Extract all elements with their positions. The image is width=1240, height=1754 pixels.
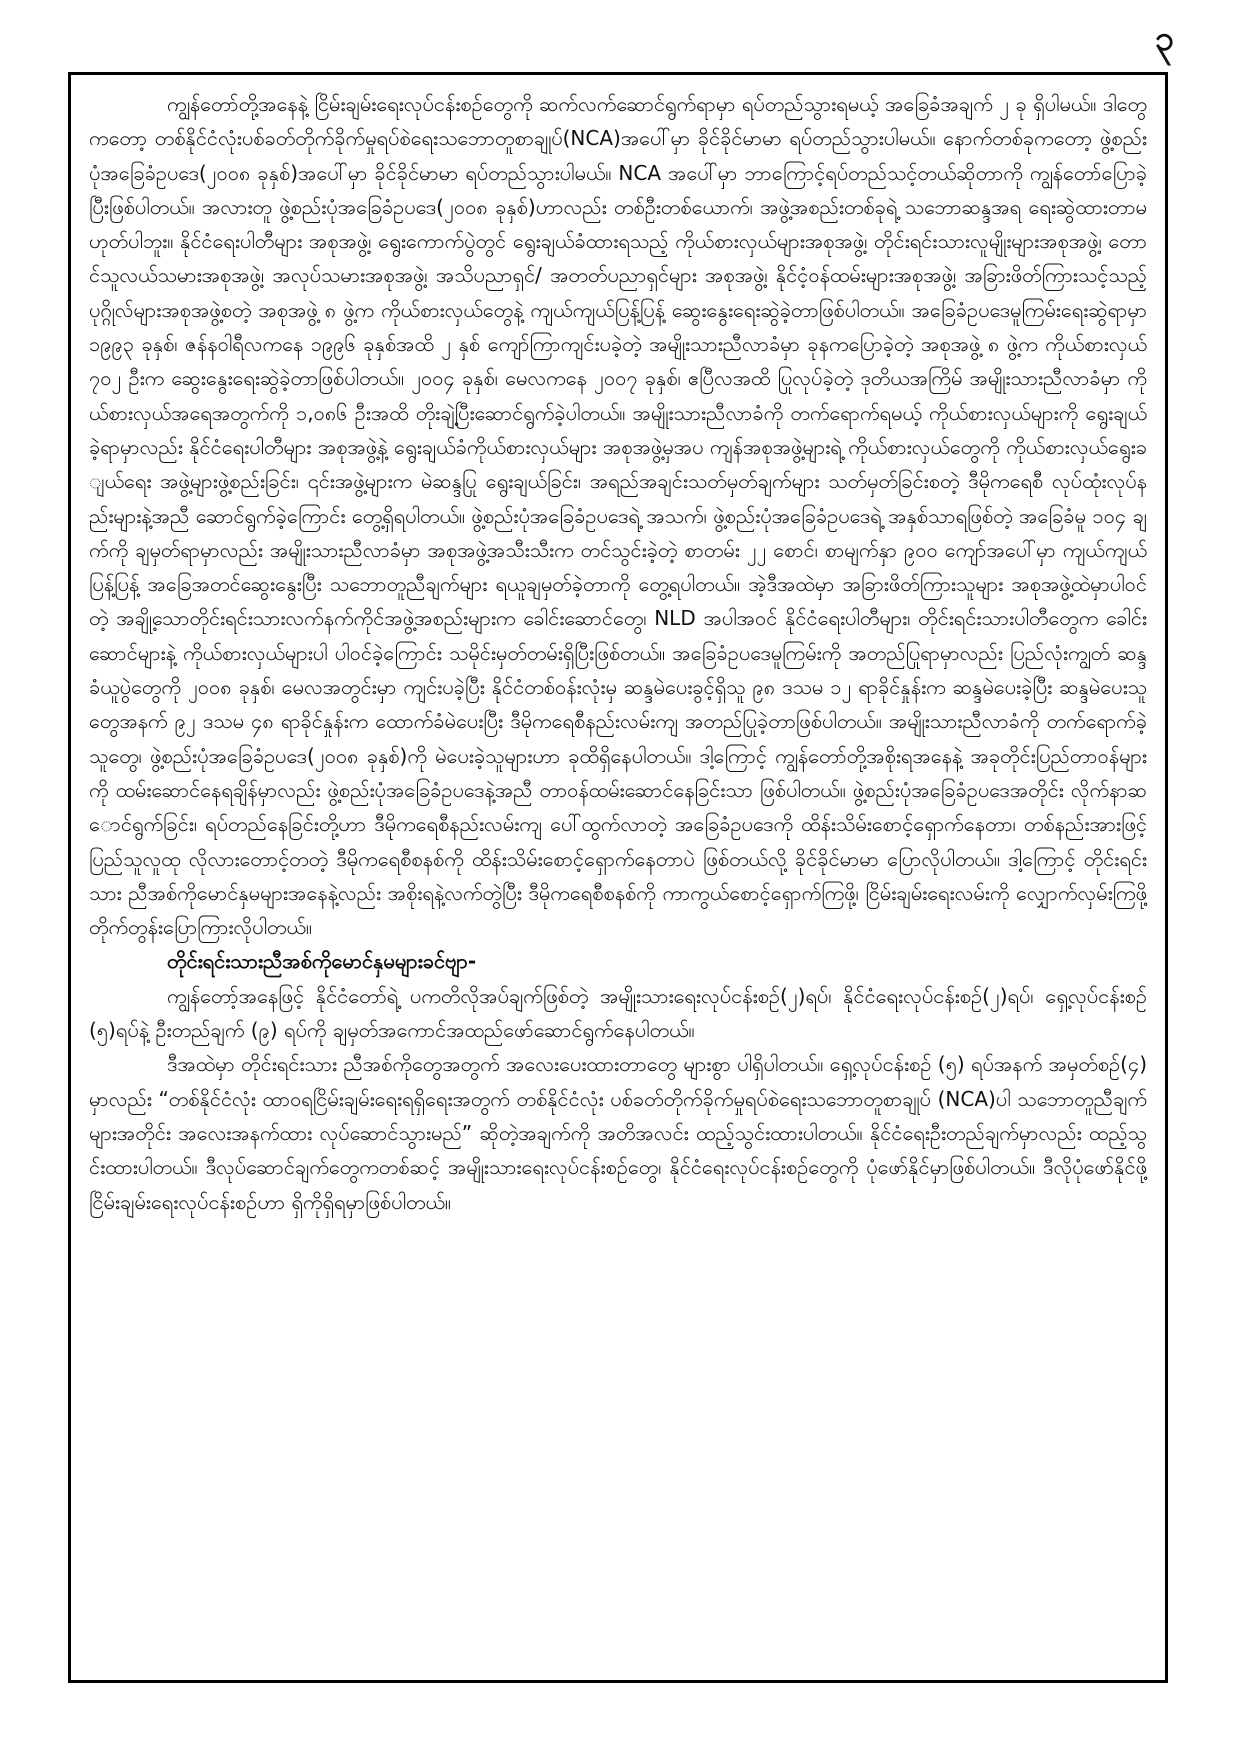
page-number: ၃ xyxy=(1154,19,1174,59)
paragraph-future-tasks: ဒီအထဲမှာ တိုင်းရင်းသား ညီအစ်ကိုတွေအတွက် အလေးပေးထားတာတွေ များစွာ ပါရှိပါတယ်။ ရှေ့လုပ်ငန်းစဉ် (၅) ရပ်အနက် အမှတ်စဉ်(၄)မှာလည်း “တစ်နိုင်ငံလုံး ထာဝရငြိမ်းချမ်းရေးရရှိရေးအတွက် တစ်နိုင်ငံလုံး ပစ်ခတ်တိုက်ခိုက်မှုရပ်စဲရေးသဘောတူစာချုပ် (NCA)ပါ သဘောတူညီချက်များအတိုင်း အလေးအနက်ထား လုပ်ဆောင်သွားမည်” ဆိုတဲ့အချက်ကို အတိအလင်း ထည့်သွင်းထားပါတယ်။ နိုင်ငံရေးဦးတည်ချက်မှာလည်း ထည့်သွင်းထားပါတယ်။ ဒီလုပ်ဆောင်ချက်တွေကတစ်ဆင့် အမျိုးသားရေးလုပ်ငန်းစဉ်တွေ၊ နိုင်ငံရေးလုပ်ငန်းစဉ်တွေကို ပုံဖော်နိုင်မှာဖြစ်ပါတယ်။ ဒီလိုပုံဖော်နိုင်ဖို့ ငြိမ်းချမ်းရေးလုပ်ငန်းစဉ်ဟာ ရှိကိုရှိရမှာဖြစ်ပါတယ်။ xyxy=(89,1052,1147,1214)
section-heading: တိုင်းရင်းသားညီအစ်ကိုမောင်နှမများခင်ဗျာ- xyxy=(167,949,477,974)
paragraph-constitution-ncapolicy: ကျွန်တော်တို့အနေနဲ့ ငြိမ်းချမ်းရေးလုပ်ငန်းစဉ်တွေကို ဆက်လက်ဆောင်ရွက်ရာမှာ ရပ်တည်သွားရမယ့် အခြေခံအချက် ၂ ခု ရှိပါမယ်။ ဒါတွေကတော့ တစ်နိုင်ငံလုံးပစ်ခတ်တိုက်ခိုက်မှုရပ်စဲရေးသဘောတူစာချုပ်(NCA)အပေါ်မှာ ခိုင်ခိုင်မာမာ ရပ်တည်သွားပါမယ်။ နောက်တစ်ခုကတော့ ဖွဲ့စည်းပုံအခြေခံဥပဒေ(၂၀၀၈ ခုနှစ်)အပေါ်မှာ ခိုင်ခိုင်မာမာ ရပ်တည်သွားပါမယ်။ NCA အပေါ်မှာ ဘာကြောင့်ရပ်တည်သင့်တယ်ဆိုတာကို ကျွန်တော်ပြောခဲ့ပြီးဖြစ်ပါတယ်။ အလားတူ ဖွဲ့စည်းပုံအခြေခံဥပဒေ(၂၀၀၈ ခုနှစ်)ဟာလည်း တစ်ဦးတစ်ယောက်၊ အဖွဲ့အစည်းတစ်ခုရဲ့ သဘောဆန္ဒအရ ရေးဆွဲထားတာမဟုတ်ပါဘူး။ နိုင်ငံရေးပါတီများ အစုအဖွဲ့၊ ရွေးကောက်ပွဲတွင် ရွေးချယ်ခံထားရသည့် ကိုယ်စားလှယ်များအစုအဖွဲ့၊ တိုင်းရင်းသားလူမျိုးများအစုအဖွဲ့၊ တောင်သူလယ်သမားအစုအဖွဲ့၊ အလုပ်သမားအစုအဖွဲ့၊ အသိပညာရှင်/ အတတ်ပညာရှင်များ အစုအဖွဲ့၊ နိုင်ငံ့ဝန်ထမ်းများအစုအဖွဲ့၊ အခြားဖိတ်ကြားသင့်သည့် ပုဂ္ဂိုလ်များအစုအဖွဲ့စတဲ့ အစုအဖွဲ့ ၈ ဖွဲ့က ကိုယ်စားလှယ်တွေနဲ့ ကျယ်ကျယ်ပြန့်ပြန့် ဆွေးနွေးရေးဆွဲခဲ့တာဖြစ်ပါတယ်။ အခြေခံဥပဒေမူကြမ်းရေးဆွဲရာမှာ ၁၉၉၃ ခုနှစ်၊ ဇန်နဝါရီလကနေ ၁၉၉၆ ခုနှစ်အထိ ၂ နှစ် ကျော်ကြာကျင်းပခဲ့တဲ့ အမျိုးသားညီလာခံမှာ ခုနကပြောခဲ့တဲ့ အစုအဖွဲ့ ၈ ဖွဲ့က ကိုယ်စားလှယ် ၇၀၂ ဦးက ဆွေးနွေးရေးဆွဲခဲ့တာဖြစ်ပါတယ်။ ၂၀၀၄ ခုနှစ်၊ မေလကနေ ၂၀၀၇ ခုနှစ်၊ ဧပြီလအထိ ပြုလုပ်ခဲ့တဲ့ ဒုတိယအကြိမ် အမျိုးသားညီလာခံမှာ ကိုယ်စားလှယ်အရေအတွက်ကို ၁,၀၈၆ ဦးအထိ တိုးချဲ့ပြီးဆောင်ရွက်ခဲ့ပါတယ်။ အမျိုးသားညီလာခံကို တက်ရောက်ရမယ့် ကိုယ်စားလှယ်များကို ရွေးချယ်ခဲ့ရာမှာလည်း နိုင်ငံရေးပါတီများ အစုအဖွဲ့နဲ့ ရွေးချယ်ခံကိုယ်စားလှယ်များ အစုအဖွဲ့မှအပ ကျန်အစုအဖွဲ့များရဲ့ ကိုယ်စားလှယ်တွေကို ကိုယ်စားလှယ်ရွေးချယ်ရေး အဖွဲ့များဖွဲ့စည်းခြင်း၊ ၎င်းအဖွဲ့များက မဲဆန္ဒပြု ရွေးချယ်ခြင်း၊ အရည်အချင်းသတ်မှတ်ချက်များ သတ်မှတ်ခြင်းစတဲ့ ဒီမိုကရေစီ လုပ်ထုံးလုပ်နည်းများနဲ့အညီ ဆောင်ရွက်ခဲ့ကြောင်း တွေ့ရှိရပါတယ်။ ဖွဲ့စည်းပုံအခြေခံဥပဒေရဲ့ အသက်၊ ဖွဲ့စည်းပုံအခြေခံဥပဒေရဲ့ အနှစ်သာရဖြစ်တဲ့ အခြေခံမူ ၁၀၄ ချက်ကို ချမှတ်ရာမှာလည်း အမျိုးသားညီလာခံမှာ အစုအဖွဲ့အသီးသီးက တင်သွင်းခဲ့တဲ့ စာတမ်း ၂၂ စောင်၊ စာမျက်နှာ ၉၀၀ ကျော်အပေါ်မှာ ကျယ်ကျယ်ပြန့်ပြန့် အခြေအတင်ဆွေးနွေးပြီး သဘောတူညီချက်များ ရယူချမှတ်ခဲ့တာကို တွေ့ရပါတယ်။ အဲ့ဒီအထဲမှာ အခြားဖိတ်ကြားသူများ အစုအဖွဲ့ထဲမှာပါဝင်တဲ့ အချို့သောတိုင်းရင်းသားလက်နက်ကိုင်အဖွဲ့အစည်းများက ခေါင်းဆောင်တွေ၊ NLD အပါအဝင် နိုင်ငံရေးပါတီများ၊ တိုင်းရင်းသားပါတီတွေက ခေါင်းဆောင်များနဲ့ ကိုယ်စားလှယ်များပါ ပါဝင်ခဲ့ကြောင်း သမိုင်းမှတ်တမ်းရှိပြီးဖြစ်တယ်။ အခြေခံဥပဒေမူကြမ်းကို အတည်ပြုရာမှာလည်း ပြည်လုံးကျွတ် ဆန္ဒခံယူပွဲတွေကို ၂၀၀၈ ခုနှစ်၊ မေလအတွင်းမှာ ကျင်းပခဲ့ပြီး နိုင်ငံတစ်ဝန်းလုံးမှ ဆန္ဒမဲပေးခွင့်ရှိသူ ၉၈ ဒသမ ၁၂ ရာခိုင်နှုန်းက ဆန္ဒမဲပေးခဲ့ပြီး ဆန္ဒမဲပေးသူတွေအနက် ၉၂ ဒသမ ၄၈ ရာခိုင်နှုန်းက ထောက်ခံမဲပေးပြီး ဒီမိုကရေစီနည်းလမ်းကျ အတည်ပြုခဲ့တာဖြစ်ပါတယ်။ အမျိုးသားညီလာခံကို တက်ရောက်ခဲ့သူတွေ၊ ဖွဲ့စည်းပုံအခြေခံဥပဒေ(၂၀၀၈ ခုနှစ်)ကို မဲပေးခဲ့သူများဟာ ခုထိရှိနေပါတယ်။ ဒါ့ကြောင့် ကျွန်တော်တို့အစိုးရအနေနဲ့ အခုတိုင်းပြည်တာဝန်များကို ထမ်းဆောင်နေရချိန်မှာလည်း ဖွဲ့စည်းပုံအခြေခံဥပဒေနဲ့အညီ တာဝန်ထမ်းဆောင်နေခြင်းသာ ဖြစ်ပါတယ်။ ဖွဲ့စည်းပုံအခြေခံဥပဒေအတိုင်း လိုက်နာဆောင်ရွက်ခြင်း၊ ရပ်တည်နေခြင်းတို့ဟာ ဒီမိုကရေစီနည်းလမ်းကျ ပေါ်ထွက်လာတဲ့ အခြေခံဥပဒေကို ထိန်းသိမ်းစောင့်ရှောက်နေတာ၊ တစ်နည်းအားဖြင့် ပြည်သူလူထု လိုလားတောင့်တတဲ့ ဒီမိုကရေစီစနစ်ကို ထိန်းသိမ်းစောင့်ရှောက်နေတာပဲ ဖြစ်တယ်လို့ ခိုင်ခိုင်မာမာ ပြောလိုပါတယ်။ ဒါ့ကြောင့် တိုင်းရင်းသား ညီအစ်ကိုမောင်နှမများအနေနဲ့လည်း အစိုးရနဲ့လက်တွဲပြီး ဒီမိုကရေစီစနစ်ကို ကာကွယ်စောင့်ရှောက်ကြဖို့၊ ငြိမ်းချမ်းရေးလမ်းကို လျှောက်လှမ်းကြဖို့ တိုက်တွန်းပြောကြားလိုပါတယ်။ xyxy=(89,92,1147,940)
paragraph-national-processes: ကျွန်တော့်အနေဖြင့် နိုင်ငံတော်ရဲ့ ပကတိလိုအပ်ချက်ဖြစ်တဲ့ အမျိုးသားရေးလုပ်ငန်းစဉ်(၂)ရပ်၊ နိုင်ငံရေးလုပ်ငန်းစဉ်(၂)ရပ်၊ ရှေ့လုပ်ငန်းစဉ်(၅)ရပ်နဲ့ ဦးတည်ချက် (၉) ရပ်ကို ချမှတ်အကောင်အထည်ဖော်ဆောင်ရွက်နေပါတယ်။ xyxy=(89,983,1147,1043)
page-frame xyxy=(68,72,1168,1683)
